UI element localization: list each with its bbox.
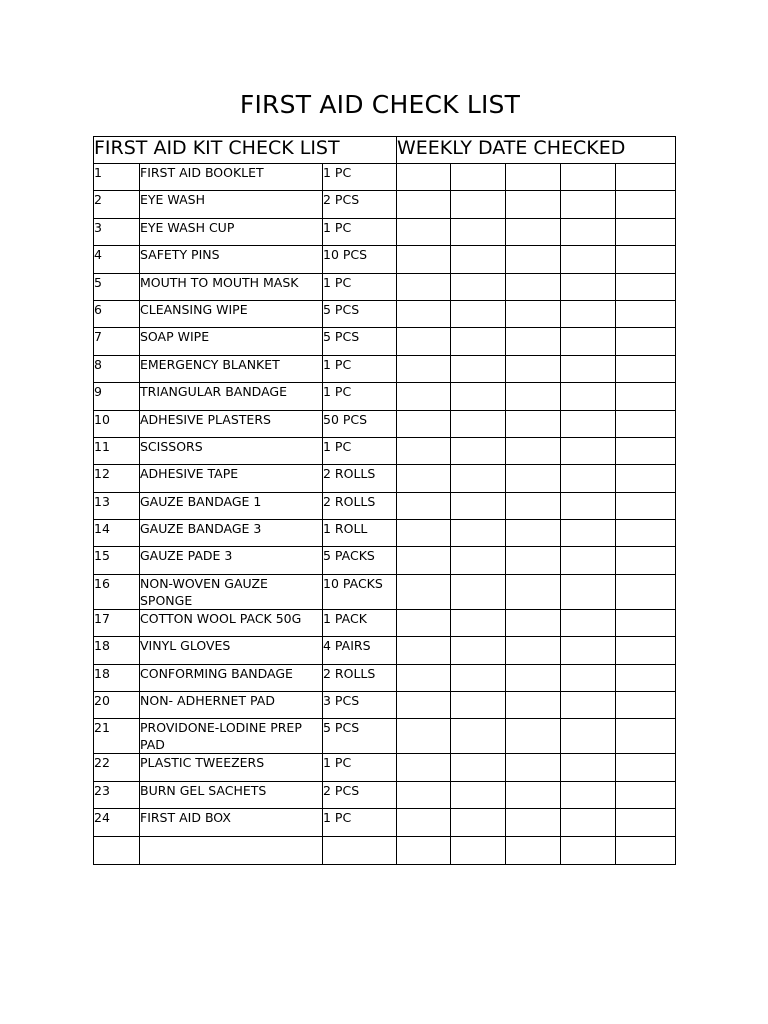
weekly-check-cell[interactable] (506, 574, 561, 609)
item-quantity: 1 PC (323, 437, 397, 464)
table-row (94, 191, 676, 218)
table-row (94, 664, 676, 691)
item-quantity: 1 PC (323, 273, 397, 300)
weekly-check-cell[interactable] (397, 492, 451, 519)
item-quantity: 10 PCS (323, 246, 397, 273)
item-name: CLEANSING WIPE (140, 300, 323, 327)
weekly-check-cell[interactable] (506, 836, 561, 864)
weekly-check-cell[interactable] (616, 547, 676, 574)
weekly-check-cell[interactable] (506, 246, 561, 273)
item-quantity: 2 ROLLS (323, 465, 397, 492)
checklist-table (93, 136, 676, 865)
item-name: ADHESIVE PLASTERS (140, 410, 323, 437)
weekly-check-cell[interactable] (561, 637, 616, 664)
item-quantity: 2 ROLLS (323, 664, 397, 691)
weekly-check-cell[interactable] (451, 218, 506, 245)
item-quantity: 1 PC (323, 754, 397, 781)
item-name: EYE WASH (140, 191, 323, 218)
weekly-check-cell[interactable] (397, 781, 451, 808)
weekly-check-cell[interactable] (397, 273, 451, 300)
item-name: NON- ADHERNET PAD (140, 692, 323, 719)
item-name: ADHESIVE TAPE (140, 465, 323, 492)
item-number: 20 (94, 692, 140, 719)
weekly-check-cell[interactable] (397, 719, 451, 754)
item-name: MOUTH TO MOUTH MASK (140, 273, 323, 300)
item-name: SCISSORS (140, 437, 323, 464)
weekly-check-cell[interactable] (561, 273, 616, 300)
table-row (94, 574, 676, 609)
weekly-check-cell[interactable] (506, 437, 561, 464)
weekly-check-cell[interactable] (561, 754, 616, 781)
weekly-check-cell[interactable] (561, 328, 616, 355)
table-row (94, 164, 676, 191)
item-number: 9 (94, 383, 140, 410)
weekly-check-cell[interactable] (506, 492, 561, 519)
weekly-check-cell[interactable] (397, 637, 451, 664)
weekly-check-cell[interactable] (506, 664, 561, 691)
item-quantity: 10 PACKS (323, 574, 397, 609)
weekly-check-cell[interactable] (451, 692, 506, 719)
item-number: 8 (94, 355, 140, 382)
weekly-check-cell[interactable] (451, 437, 506, 464)
weekly-check-cell[interactable] (506, 355, 561, 382)
table-row (94, 754, 676, 781)
weekly-check-cell[interactable] (616, 383, 676, 410)
weekly-check-cell[interactable] (451, 273, 506, 300)
item-quantity: 4 PAIRS (323, 637, 397, 664)
weekly-check-cell[interactable] (506, 609, 561, 636)
header-row (94, 137, 676, 164)
item-name: FIRST AID BOOKLET (140, 164, 323, 191)
item-quantity: 1 PC (323, 164, 397, 191)
table-row (94, 300, 676, 327)
kit-checklist-header: FIRST AID KIT CHECK LIST (94, 137, 397, 164)
weekly-check-cell[interactable] (561, 547, 616, 574)
weekly-check-cell[interactable] (561, 574, 616, 609)
weekly-check-cell[interactable] (561, 191, 616, 218)
table-row (94, 246, 676, 273)
item-quantity: 1 PACK (323, 609, 397, 636)
weekly-check-cell[interactable] (451, 664, 506, 691)
item-quantity: 2 PCS (323, 781, 397, 808)
item-number: 18 (94, 664, 140, 691)
weekly-check-cell[interactable] (616, 218, 676, 245)
weekly-check-cell[interactable] (616, 836, 676, 864)
weekly-check-cell[interactable] (451, 328, 506, 355)
weekly-check-cell[interactable] (451, 410, 506, 437)
weekly-check-cell[interactable] (451, 547, 506, 574)
table-row (94, 355, 676, 382)
weekly-check-cell[interactable] (616, 692, 676, 719)
weekly-check-cell[interactable] (616, 410, 676, 437)
weekly-check-cell[interactable] (561, 246, 616, 273)
item-name: SOAP WIPE (140, 328, 323, 355)
weekly-check-cell[interactable] (561, 383, 616, 410)
item-number: 2 (94, 191, 140, 218)
weekly-check-cell[interactable] (561, 719, 616, 754)
weekly-check-cell[interactable] (451, 355, 506, 382)
table-row (94, 609, 676, 636)
weekly-check-cell[interactable] (616, 465, 676, 492)
item-quantity: 1 PC (323, 218, 397, 245)
item-quantity: 1 PC (323, 383, 397, 410)
weekly-check-cell[interactable] (397, 547, 451, 574)
item-number: 17 (94, 609, 140, 636)
weekly-date-header: WEEKLY DATE CHECKED (397, 137, 676, 164)
item-name: VINYL GLOVES (140, 637, 323, 664)
item-number: 5 (94, 273, 140, 300)
weekly-check-cell[interactable] (561, 437, 616, 464)
weekly-check-cell[interactable] (397, 465, 451, 492)
weekly-check-cell[interactable] (506, 328, 561, 355)
item-name: GAUZE PADE 3 (140, 547, 323, 574)
item-number: 16 (94, 574, 140, 609)
item-number: 14 (94, 520, 140, 547)
item-name: FIRST AID BOX (140, 809, 323, 836)
weekly-check-cell[interactable] (397, 218, 451, 245)
weekly-check-cell[interactable] (397, 300, 451, 327)
weekly-check-cell[interactable] (451, 383, 506, 410)
table-row (94, 781, 676, 808)
weekly-check-cell[interactable] (616, 437, 676, 464)
item-name: SAFETY PINS (140, 246, 323, 273)
weekly-check-cell[interactable] (397, 754, 451, 781)
item-name: PLASTIC TWEEZERS (140, 754, 323, 781)
table-row (94, 719, 676, 754)
item-quantity: 1 PC (323, 809, 397, 836)
item-quantity (323, 836, 397, 864)
item-quantity: 5 PCS (323, 719, 397, 754)
item-number: 3 (94, 218, 140, 245)
table-row (94, 836, 676, 864)
item-name: EYE WASH CUP (140, 218, 323, 245)
item-quantity: 5 PCS (323, 328, 397, 355)
weekly-check-cell[interactable] (506, 719, 561, 754)
weekly-check-cell[interactable] (616, 164, 676, 191)
table-row (94, 809, 676, 836)
weekly-check-cell[interactable] (616, 664, 676, 691)
weekly-check-cell[interactable] (506, 218, 561, 245)
item-number: 4 (94, 246, 140, 273)
weekly-check-cell[interactable] (451, 574, 506, 609)
weekly-check-cell[interactable] (616, 637, 676, 664)
weekly-check-cell[interactable] (506, 410, 561, 437)
item-name: TRIANGULAR BANDAGE (140, 383, 323, 410)
weekly-check-cell[interactable] (397, 809, 451, 836)
weekly-check-cell[interactable] (561, 164, 616, 191)
weekly-check-cell[interactable] (506, 520, 561, 547)
item-number: 23 (94, 781, 140, 808)
item-quantity: 2 PCS (323, 191, 397, 218)
weekly-check-cell[interactable] (397, 328, 451, 355)
weekly-check-cell[interactable] (397, 437, 451, 464)
weekly-check-cell[interactable] (616, 492, 676, 519)
weekly-check-cell[interactable] (616, 191, 676, 218)
item-number: 15 (94, 547, 140, 574)
item-name: BURN GEL SACHETS (140, 781, 323, 808)
weekly-check-cell[interactable] (506, 300, 561, 327)
weekly-check-cell[interactable] (451, 492, 506, 519)
item-number: 13 (94, 492, 140, 519)
weekly-check-cell[interactable] (561, 609, 616, 636)
weekly-check-cell[interactable] (451, 836, 506, 864)
table-row (94, 437, 676, 464)
weekly-check-cell[interactable] (616, 246, 676, 273)
weekly-check-cell[interactable] (397, 609, 451, 636)
weekly-check-cell[interactable] (506, 637, 561, 664)
page-title: FIRST AID CHECK LIST (239, 90, 521, 119)
weekly-check-cell[interactable] (616, 300, 676, 327)
weekly-check-cell[interactable] (561, 300, 616, 327)
table-row (94, 520, 676, 547)
weekly-check-cell[interactable] (616, 574, 676, 609)
table-row (94, 465, 676, 492)
weekly-check-cell[interactable] (451, 719, 506, 754)
table-row (94, 273, 676, 300)
weekly-check-cell[interactable] (561, 809, 616, 836)
table-row (94, 637, 676, 664)
table-row (94, 383, 676, 410)
weekly-check-cell[interactable] (451, 520, 506, 547)
weekly-check-cell[interactable] (616, 328, 676, 355)
table-row (94, 492, 676, 519)
item-number (94, 836, 140, 864)
weekly-check-cell[interactable] (397, 664, 451, 691)
weekly-check-cell[interactable] (506, 781, 561, 808)
item-name: GAUZE BANDAGE 3 (140, 520, 323, 547)
table-row (94, 692, 676, 719)
weekly-check-cell[interactable] (616, 781, 676, 808)
item-quantity: 3 PCS (323, 692, 397, 719)
weekly-check-cell[interactable] (397, 164, 451, 191)
item-number: 21 (94, 719, 140, 754)
item-number: 18 (94, 637, 140, 664)
weekly-check-cell[interactable] (506, 164, 561, 191)
item-quantity: 50 PCS (323, 410, 397, 437)
weekly-check-cell[interactable] (451, 637, 506, 664)
item-quantity: 1 ROLL (323, 520, 397, 547)
weekly-check-cell[interactable] (561, 664, 616, 691)
item-quantity: 5 PACKS (323, 547, 397, 574)
item-name (140, 836, 323, 864)
weekly-check-cell[interactable] (506, 273, 561, 300)
item-number: 24 (94, 809, 140, 836)
weekly-check-cell[interactable] (506, 465, 561, 492)
item-name: PROVIDONE-LODINE PREP PAD (140, 719, 323, 754)
weekly-check-cell[interactable] (561, 218, 616, 245)
item-name: CONFORMING BANDAGE (140, 664, 323, 691)
weekly-check-cell[interactable] (506, 809, 561, 836)
weekly-check-cell[interactable] (561, 465, 616, 492)
weekly-check-cell[interactable] (616, 609, 676, 636)
weekly-check-cell[interactable] (561, 692, 616, 719)
weekly-check-cell[interactable] (616, 520, 676, 547)
item-name: EMERGENCY BLANKET (140, 355, 323, 382)
weekly-check-cell[interactable] (397, 520, 451, 547)
weekly-check-cell[interactable] (397, 383, 451, 410)
weekly-check-cell[interactable] (561, 781, 616, 808)
weekly-check-cell[interactable] (561, 355, 616, 382)
item-number: 11 (94, 437, 140, 464)
weekly-check-cell[interactable] (451, 191, 506, 218)
item-name: COTTON WOOL PACK 50G (140, 609, 323, 636)
item-number: 1 (94, 164, 140, 191)
weekly-check-cell[interactable] (561, 410, 616, 437)
weekly-check-cell[interactable] (451, 609, 506, 636)
weekly-check-cell[interactable] (451, 465, 506, 492)
weekly-check-cell[interactable] (451, 754, 506, 781)
table-row (94, 547, 676, 574)
table-row (94, 410, 676, 437)
weekly-check-cell[interactable] (397, 410, 451, 437)
weekly-check-cell[interactable] (616, 754, 676, 781)
item-number: 6 (94, 300, 140, 327)
weekly-check-cell[interactable] (451, 164, 506, 191)
weekly-check-cell[interactable] (616, 355, 676, 382)
table-row (94, 328, 676, 355)
weekly-check-cell[interactable] (397, 246, 451, 273)
weekly-check-cell[interactable] (397, 692, 451, 719)
weekly-check-cell[interactable] (506, 754, 561, 781)
weekly-check-cell[interactable] (397, 574, 451, 609)
weekly-check-cell[interactable] (506, 383, 561, 410)
checklist-body (94, 164, 676, 865)
weekly-check-cell[interactable] (561, 520, 616, 547)
item-number: 22 (94, 754, 140, 781)
item-name: NON-WOVEN GAUZE SPONGE (140, 574, 323, 609)
weekly-check-cell[interactable] (561, 836, 616, 864)
weekly-check-cell[interactable] (397, 191, 451, 218)
item-quantity: 1 PC (323, 355, 397, 382)
weekly-check-cell[interactable] (397, 836, 451, 864)
weekly-check-cell[interactable] (506, 191, 561, 218)
weekly-check-cell[interactable] (451, 809, 506, 836)
table-row (94, 218, 676, 245)
weekly-check-cell[interactable] (616, 719, 676, 754)
weekly-check-cell[interactable] (397, 355, 451, 382)
item-number: 10 (94, 410, 140, 437)
weekly-check-cell[interactable] (506, 547, 561, 574)
weekly-check-cell[interactable] (451, 781, 506, 808)
weekly-check-cell[interactable] (506, 692, 561, 719)
weekly-check-cell[interactable] (451, 246, 506, 273)
item-name: GAUZE BANDAGE 1 (140, 492, 323, 519)
item-quantity: 2 ROLLS (323, 492, 397, 519)
item-number: 12 (94, 465, 140, 492)
item-quantity: 5 PCS (323, 300, 397, 327)
item-number: 7 (94, 328, 140, 355)
weekly-check-cell[interactable] (616, 273, 676, 300)
weekly-check-cell[interactable] (561, 492, 616, 519)
weekly-check-cell[interactable] (616, 809, 676, 836)
weekly-check-cell[interactable] (451, 300, 506, 327)
